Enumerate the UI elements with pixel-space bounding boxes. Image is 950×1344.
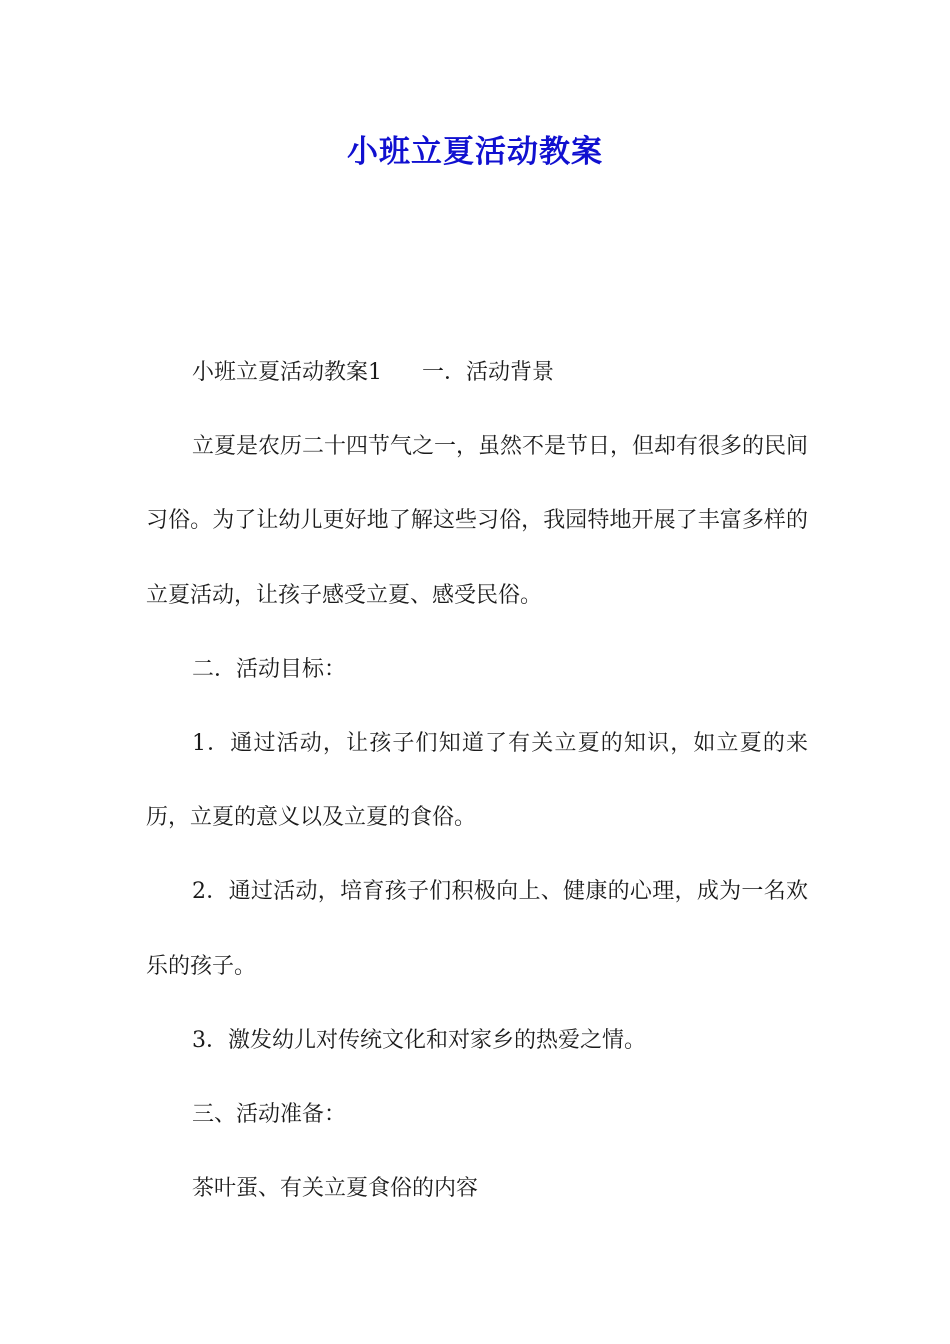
document-body	[146, 336, 808, 1226]
heading-lead: 小班立夏活动教案1	[192, 360, 382, 385]
document-title: 小班立夏活动教案	[347, 134, 603, 170]
goal-item-2: 2．通过活动，培育孩子们积极向上、健康的心理，成为一名欢乐的孩子。	[146, 879, 808, 979]
goal-item-3: 3．激发幼儿对传统文化和对家乡的热爱之情。	[192, 1027, 646, 1053]
section-heading-background: 一．活动背景	[422, 360, 555, 385]
paragraph-background: 立夏是农历二十四节气之一，虽然不是节日，但却有很多的民间习俗。为了让幼儿更好地了解这些习俗，我园特地开展了丰富多样的立夏活动，让孩子感受立夏、感受民俗。	[146, 434, 809, 608]
section-heading-goals: 二．活动目标：	[192, 656, 347, 682]
section-heading-preparation: 三、活动准备：	[192, 1102, 347, 1128]
goal-item-1: 1．通过活动，让孩子们知道了有关立夏的知识，如立夏的来历，立夏的意义以及立夏的食俗。	[146, 731, 808, 831]
preparation-paragraph: 茶叶蛋、有关立夏食俗的内容	[192, 1176, 479, 1202]
heading-line	[146, 336, 808, 410]
